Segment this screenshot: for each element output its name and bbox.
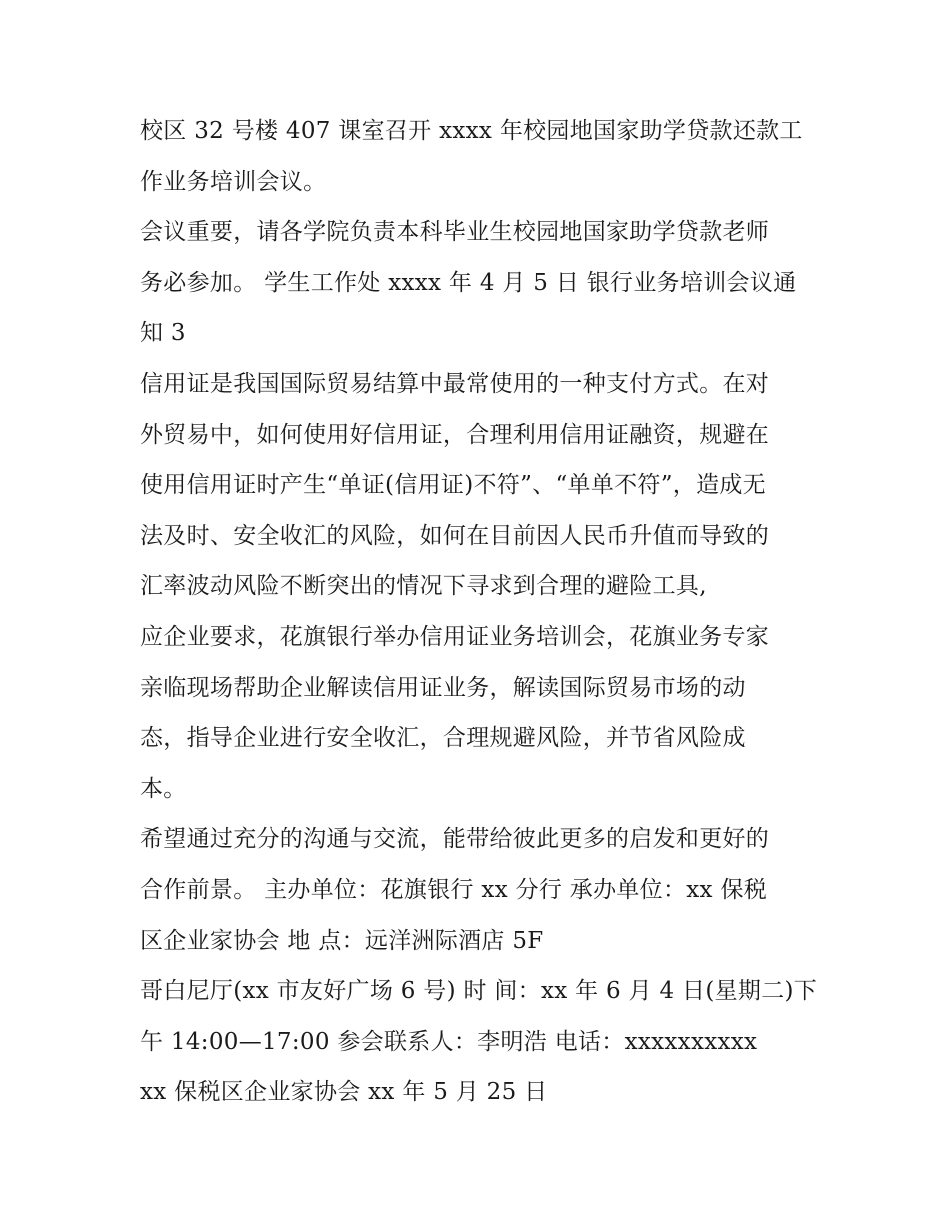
text-line: 务必参加。 学生工作处 xxxx 年 4 月 5 日 银行业务培训会议通 — [140, 269, 797, 296]
document-body — [140, 106, 820, 1118]
text-line: 希望通过充分的沟通与交流，能带给彼此更多的启发和更好的 — [140, 826, 770, 853]
text-line: 知 3 — [140, 320, 186, 347]
text-line: 态，指导企业进行安全收汇，合理规避风险，并节省风险成 — [140, 725, 746, 752]
text-line: 校区 32 号楼 407 课室召开 xxxx 年校园地国家助学贷款还款工 — [140, 118, 803, 144]
text-line: 法及时、安全收汇的风险，如何在目前因人民币升值而导致的 — [140, 522, 770, 549]
text-line: 使用信用证时产生“单证(信用证)不符”、“单单不符”，造成无 — [140, 472, 766, 499]
text-line: 亲临现场帮助企业解读信用证业务，解读国际贸易市场的动 — [140, 674, 746, 701]
text-line: 外贸易中，如何使用好信用证，合理利用信用证融资，规避在 — [140, 421, 770, 448]
text-line: 应企业要求，花旗银行举办信用证业务培训会，花旗业务专家 — [140, 623, 770, 650]
text-line: 哥白尼厅(xx 市友好广场 6 号) 时 间：xx 年 6 月 4 日(星期二)下 — [140, 978, 818, 1005]
text-line: 汇率波动风险不断突出的情况下寻求到合理的避险工具, — [140, 573, 707, 600]
text-line: 区企业家协会 地 点：远洋洲际酒店 5F — [140, 927, 544, 954]
text-line: 会议重要，请各学院负责本科毕业生校园地国家助学贷款老师 — [140, 219, 770, 246]
text-line: 合作前景。 主办单位：花旗银行 xx 分行 承办单位：xx 保税 — [140, 876, 768, 903]
text-line: 本。 — [140, 775, 187, 802]
text-line: 作业务培训会议。 — [140, 168, 327, 195]
text-line: 信用证是我国国际贸易结算中最常使用的一种支付方式。在对 — [140, 370, 770, 397]
text-line: xx 保税区企业家协会 xx 年 5 月 25 日 — [140, 1079, 548, 1106]
text-line: 午 14:00—17:00 参会联系人：李明浩 电话：xxxxxxxxxx — [140, 1028, 758, 1055]
